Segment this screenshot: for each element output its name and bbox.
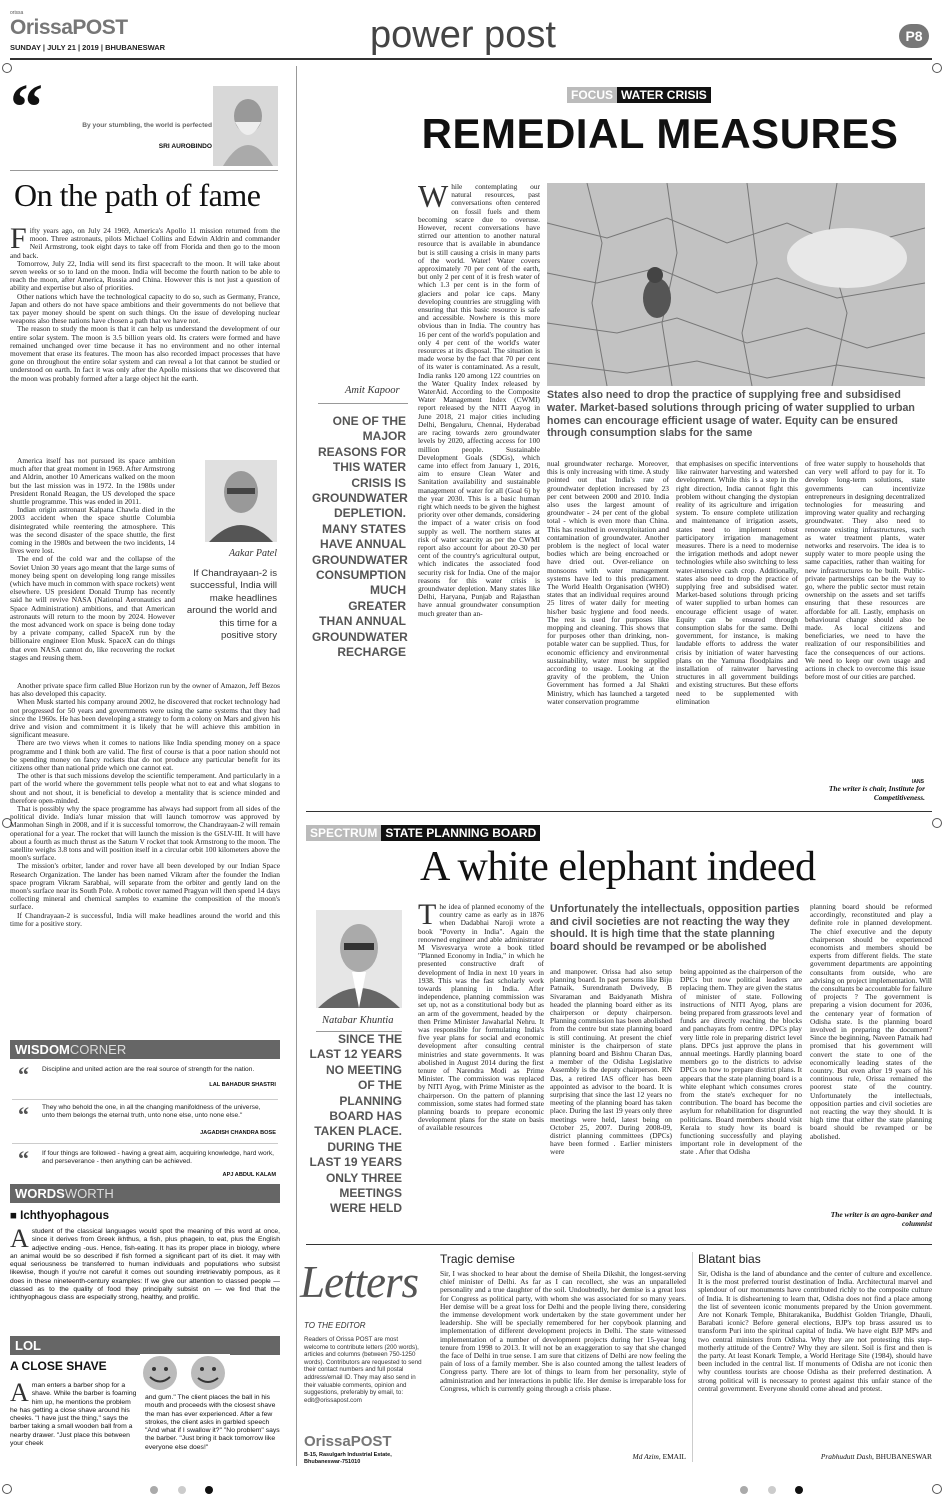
elephant-writer-credit: The writer is an agro-banker and columnist (830, 1210, 932, 1228)
fame-article-mid (10, 457, 175, 682)
fame-pullquote: If Chandrayaan-2 is successful, India will make headlines around the world and this time for a positive story (186, 568, 277, 642)
remedial-pullquote: ONE OF THE MAJOR REASONS FOR THIS WATER CRISIS IS GROUNDWATER DEPLETION. MANY STATES HAVE ANNUAL GROUNDWATER CONSUMPTION MUCH GREATER THAN ANNUAL GROUNDWATER RECHARGE (312, 414, 408, 660)
focus-tag: FOCUS (567, 87, 617, 103)
letter2-title: Blatant bias (698, 1252, 761, 1266)
fame-para: The mission's orbiter, lander and rover have all been developed by our Indian Space Research Organization. The lander has been named Vikram after the founder the Indian space program Vikram Sarabhai, will separate from the orbiter and gently land on the moon's surface near its South Pole. A robotic rover named Pragyan will then spend 14 days collecting mineral and chemical samples to examine the composition of the moon's surface. (10, 861, 280, 912)
quote-author: SRI AUROBINDO (158, 143, 212, 150)
elephant-deck: Unfortunately the intellectuals, opposition parties and civil societies are not reacting the way they should. It is high time that the state planning board should be revamped or be abolished (550, 903, 800, 953)
registration-mark-icon (2, 1484, 12, 1494)
remedial-headline: REMEDIAL MEASURES (421, 110, 899, 157)
dry-land-photo (547, 183, 925, 386)
fame-para: Indian origin astronaut Kalpana Chawla died in the 2003 accident when the space shuttle Columbia disintegrated while reentering the atmosphere. This was the second disaster of the space shuttle, the first coming in the 1980s and between the two incidents, 14 lives were lost. (10, 505, 175, 556)
quote-mark-icon: “ (18, 1146, 29, 1171)
remedial-col3: that emphasises on specific interventions like rainwater harvesting and watershed development. While this is a step in the right direction, India cannot fight this problem without changing the dystopian reality of its agriculture and irrigation system. To ensure complete utilization and maintenance of irrigation assets, states need to implement robust participatory irrigation management measures. There is a need to modernise the irrigation methods and adopt newer technologies while also switching to less water-intensive cash crop. Additionally, states also need to drop the practice of supplying free and subsidised water. Market-based solutions through pricing of water supplied to urban homes can encourage efficient usage of water. Equity can be ensured through consumption slabs for the same. Delhi government, for instance, is making laudable efforts to address the water crisis by initiation of water harvesting plans on the Yamuna floodplains and installation of rainwater harvesting structures in all government buildings and existing structures. But these efforts need to be supplemented with elimination (676, 460, 798, 706)
registration-mark-icon (932, 63, 942, 73)
fame-para: Other nations which have the technological capacity to do so, such as Germany, France, Japan and others do not have space ambitions and their governments do not believe that tax payer money should be spent on such things. On the issue of developing nuclear weapons also these nations have chosen a path that we have not. (10, 291, 280, 326)
fame-para: There are two views when it comes to nations like India spending money on a space programme and I think both are valid. The first of course is that a poor nation should not be spending money on fancy rockets that do not produce any particular benefit for its citizens other than national pride which one cannot eat. (10, 738, 280, 773)
color-bar-dot (178, 1486, 186, 1494)
fame-para: That is possibly why the space programme has always had support from all sides of the political divide. India's lunar mission that will launch tomorrow was approved by Manmohan Singh in 2008, and if it is successful tomorrow, the Chandrayaan-2 will remain operational for a year. The rocket that will launch the mission is the GSLV-III. It will have about a fourth as much thrust as the Saturn V rocket that took Armstrong to the moon. The satellite weighs 3.8 tons and will position itself in a circular orbit 100 kilometers above the moon's surface. (10, 804, 280, 863)
registration-mark-icon (932, 1484, 942, 1494)
quote-text: By your stumbling, the world is perfected (82, 122, 212, 129)
lol-title: A CLOSE SHAVE (10, 1359, 107, 1373)
fame-para: America itself has not pursued its space ambition much after that great moment in 1969. After Armstrong and Aldrin, another 10 Americans walked on the moon but the last mission was in 1972. In the 1980s under President Ronald Reagan, the US developed the space shuttle programme. This was ended in 2011. (10, 457, 175, 507)
letters-info: Readers of Orissa POST are most welcome to contribute letters (200 words), articles and columns (between 750-1250 words). Contributors are requested to send their contact numbers and full postal address/email ID. They may also send in their valuable comments, opinion and suggestions, preferably by email, to: edit@orissapost.com (304, 1336, 422, 1404)
fame-para: The reason to study the moon is that it can help us understand the development of our entire solar system. The moon is 3.5 billion years old. Its craters were formed and have remained unchanged over time because it has no environment and no other internal movement that erase its features. The moon has also recorded impact processes that have gone on throughout the entire solar system and can reveal a lot that cannot be studied or understood on earth. In fact it was only after the Apollo missions that we discovered that the moon was probably formed after a large object hit the earth. (10, 324, 280, 383)
letters-address: B-15, Rasulgarh Industrial Estate, Bhubaneswar-751010 (304, 1452, 392, 1465)
remedial-col4: of free water supply to households that can very well afford to pay for it. To develop long-term solutions, state governments can incentivize entrepreneurs in designing decentralized technologies for measuring and improving water quality and recharging groundwater. They also need to renovate existing infrastructures, such as water treatment plants, water networks and reservoirs. The idea is to supply water to more people using the same capacities, rather than waiting for new infrastructures to be built. Public-private partnerships can be the way to go, where the public sector must retain ownership on the assets and set tariffs ensuring that these resources are affordable for all. Lastly, emphasis on behavioural change should also be made. As local citizens and beneficiaries, we need to have the realization of our responsibilities and face the consequences of our actions. We need to keep our own usage and actions in check to overcome this issue before most of our cities are parched. (805, 460, 925, 682)
letter2-text: Sir, Odisha is the land of abundance and the center of culture and excellence. It is the most preferred tourist destination of India. Architectural marvel and splendour of our monuments have contributed richly to the composite culture of India. It is disheartening to learn that, Odisha does not find a place among the list of seventeen iconic monuments prepared by the Union government. Are not Konark Temple, Bhitarakanika, Buddhist Golden Triangle, Dhauli, Barabati iconic? Before general elections, BJP's top brass assured us to transform Puri into the spiritual capital of India. We have eight BJP MPs and two central ministers from Odisha. Why they are not protesting this step-motherly attitude of the Centre? Why they are silent. Soil is first and then is the party. At least Konark Temple, a World Heritage Site (1984), should have been included in the central list. If monuments of Odisha are not iconic then why countless tourists are choose Odisha as their preferred destination. A strong political will is necessary to protest against this unfair stance of the central government. Everyone should come ahead and protest. (698, 1270, 932, 1393)
color-bar-dot (205, 1486, 213, 1494)
wisdom-item: “ Discipline and united action are the real source of strength for the nation. LAL BAHADUR SHASTRI (12, 1062, 278, 1100)
fame-para: The other is that such missions develop the scientific temperament. And particularly in a part of the world where the government tells people what not to eat and what slogans to shout and not shout, it is beneficial to develop a mentality that is science minded and therefore open-minded. (10, 771, 280, 805)
natabar-khuntia-photo (316, 910, 402, 1008)
letters-subheading: TO THE EDITOR (304, 1321, 366, 1330)
lol-text-a: A man enters a barber shop for a shave. While the barber is foaming him up, he mentions the problem he has getting a close shave around his cheeks. "I have just the thing," says the barber taking a small wooden ball from a nearby drawer. "Just place this between your cheek (10, 1382, 137, 1448)
fame-para: The end of the cold war and the collapse of the Soviet Union 30 years ago meant that the large sums of money being spent on developing long range missiles (which have much in common with space rockets) went elsewhere. US president Donald Trump has recently said he will revive NASA (National Aeronautics and Space Administration) ambitions, and that American astronauts will return to the moon by 2024. However the most advanced work on space is being done today by a private company, called SpaceX run by the billionaire engineer Elon Musk. SpaceX can do things that even NASA cannot do, like recovering the rocket stages and reusing them. (10, 554, 175, 662)
ians-credit: IANS (912, 779, 924, 785)
fame-para: Tomorrow, July 22, India will send its first spacecraft to the moon. It will take about seven weeks or so to land on the moon. India will become the fourth nation to be able to reach the moon, after America, Russia and China. However this is not just a question of ability and expertise but also of priorities. (10, 258, 280, 293)
quote-mark-icon: “ (18, 1062, 29, 1087)
masthead-rule (10, 58, 932, 60)
elephant-col3: being appointed as the chairperson of the DPCs but now political leaders are replacing them. They are given the status of minister of state. Following instructions of NITI Ayog, plans are being prepared from grassroots level and funds are directly reaching the blocks and panchayats from centre . DPCs play very little role in preparing district level plans. DPCs just approve the plans in annual meetings. Hardly planning board members go to the districts to advise DPCs on how to prepare district plans. It appears that the state planning board is a white elephant which consumes crores from the state's exchequer for no contribution. The board has become the asylum for rehabilitation for disgruntled politicians. Board members should visit Kerala to study how its board is functioning successfully and playing important role in development of the state . After that Odisha (680, 968, 802, 1157)
fame-para: ifty years ago, on July 24 1969, America's Apollo 11 mission returned from the moon. Three astronauts, pilots Michael Collins and Edwin Aldrin and commander Neil Armstrong, took eight days to take off from Florida and then go to the moon and back. (10, 227, 280, 260)
color-bar-dot (795, 1486, 803, 1494)
elephant-headline: A white elephant indeed (420, 844, 816, 890)
fame-para: If Chandrayaan-2 is successful, India will make headlines around the world and this time for a positive story. (10, 910, 280, 928)
remedial-tags (567, 86, 711, 104)
lol-header: LOL (10, 1336, 280, 1355)
letters-heading: Letters (300, 1257, 419, 1307)
word-of-day: ■ Ichthyophagous (10, 1210, 109, 1222)
quote-mark-icon: “ (18, 1102, 29, 1127)
fame-para: Another private space firm called Blue Horizon run by the owner of Amazon, Jeff Bezos has also developed this capacity. (10, 682, 280, 699)
word-definition: A student of the classical languages would spot the meaning of this word at once, since it derives from Greek ikhthus, a fish, plus phagein, to eat, plus the English adjective ending -ous. Hence, fish-eating. It has its proper place in biology, where an animal would be so described if fish formed a significant part of its diet. It may with equal seriousness be transferred to human individuals and populations who subsist likewise, though if you're not careful it comes out sounding irretrievably pompous, as it does in these nineteenth-century examples: If we give our attention to classed people — classed as to the quality of food they principally subsist on — we find that the ichthyophagous class are especially strong, healthy, and prolific. (10, 1228, 280, 1302)
brand-small: orissa (10, 10, 24, 16)
dateline: SUNDAY | JULY 21 | 2019 | BHUBANESWAR (10, 43, 166, 52)
elephant-col1: The idea of planned economy of the country came as early as in 1876 when Dadabhai Naroji wrote a book "Poverty in India". Again the renowned engineer and able administrator M Visvesvarya wrote a book titled "Planned Economy in India," in which he presented constructive draft of development of India in next 10 years in 1938. This was the fast scholarly work towards planning in India. After independence, planning commission was set up, not as a constitutional body but as an arm of the government, headed by the then Prime Minister Jawaharlal Nehru. It was responsible for formulating India's five year plans for social and economic development after consulting central ministries and state governments. It was abolished in August 2014 during the first tenure of Narendra Modi as Prime Minister. The commission was replaced by NITI Ayog, with Prime Minister as the chairperson. On the pattern of planning commission, some states had formed state planning boards to prepare economic development plans for the state on basis of available resources (418, 903, 544, 1133)
section-title: power post (370, 14, 556, 56)
quote-mark-icon: “ (10, 71, 43, 144)
lol-emoji-icon (140, 1354, 230, 1392)
registration-mark-icon (932, 818, 942, 828)
aakar-patel-photo (205, 460, 277, 542)
fame-byline: Aakar Patel (228, 548, 277, 559)
elephant-pullquote: SINCE THE LAST 12 YEARS NO MEETING OF THE PLANNING BOARD HAS TAKEN PLACE. DURING THE LAST 19 YEARS ONLY THREE MEETINGS WERE HELD (309, 1032, 402, 1216)
elephant-tags (306, 824, 540, 842)
fame-para: When Musk started his company around 2002, he discovered that rocket technology had not progressed for 50 years and governments were using the same systems that they had since the 1960s. He has been developing a strategy to form a colony on Mars and given his drive and vision and commitment it is likely that he will achieve this ambition in significant measure. (10, 697, 280, 740)
topic-tag: STATE PLANNING BOARD (381, 825, 540, 841)
remedial-col1: While contemplating our natural resources, past conversations often centered on fossil fuels and them becoming scarce due to overuse. However, recent conversations have stirred our attention to another natural resource that is available in abundance but is still causing a crisis in many parts of the world. Water! Water covers approximately 70 per cent of the earth, but only 2 per cent of it is fresh water of which 1.3 per cent is in the form of glaciers and polar ice caps. Many developing countries are struggling with ensuring that this basic resource is safe and accessible. Nowhere is this more obvious than in India. The country has 16 per cent of the world's population and only 4 per cent of the world's water resources at its disposal. The situation is made worse by the fact that 70 per cent of its water is contaminated. As a result, India ranks 120 among 122 countries on the Water Quality Index released by WaterAid. According to the Composite Water Management Index (CWMI) report released by the NITI Aayog in June 2018, 21 major cities including Delhi, Bengaluru, Chennai, Hyderabad are racing towards zero groundwater levels by 2020, affecting access for 100 million people. Sustainable Development Goals (SDGs), which came into effect from January 1, 2016, aim to ensure Clean Water and Sanitation availability and sustainable management of water for all (Goal 6) by the year 2030. This is a basic human right which needs to be given the highest priority over other demands, considering the impact of a water crisis on food supply as well. The northern states at risk of water scarcity as per the CWMI report also account for about 20-30 per cent of the country's agricultural output, which indicates the associated food security risk for India. One of the major reasons for this water crisis is groundwater depletion. Many states like Delhi, Haryana, Punjab and Rajasthan have annual groundwater consumption much greater than an- (418, 183, 540, 618)
spectrum-tag: SPECTRUM (306, 825, 381, 841)
remedial-photo-caption: States also need to drop the practice of supplying free and subsidised water. Market-based solutions through pricing of water supplied to urban homes can encourage efficient usage of water. Equity can be ensured through consumption slabs for the same (547, 389, 915, 440)
letter1-title: Tragic demise (440, 1252, 515, 1266)
page-number-badge: P8 (899, 24, 929, 48)
fame-article-bottom (10, 682, 280, 1028)
words-worth-header: WORDSWORTH (10, 1184, 280, 1203)
aurobindo-portrait (213, 86, 278, 166)
fame-article-top: Fifty years ago, on July 24 1969, America's Apollo 11 mission returned from the moon. Three astronauts, pilots Michael Collins and Edwin Aldrin and commander Neil Armstrong, took eight days to take off from Florida and then go to the moon and back. Tomorrow, July 22, India will send its first spacecraft to the moon. It will take about seven weeks or so to land on the moon. India will become the fourth nation to be able to reach the moon, after America, Russia and China. However this is not just a question of ability and expertise but also of priorities. Other nations which have the technological capacity to do so, such as Germany, France, Japan and others do not have space ambitions and their governments do not believe that tax payer money should be spent on such things. On the issue of developing nuclear weapons also these nations have chosen a path that we have not. The reason to study the moon is that it can help us understand the development of our entire solar system. The moon is 3.5 billion years old. Its craters were formed and have remained unchanged over time because it has no environment and no other internal movement that erase its features. The moon has also recorded impact processes that have gone on throughout the entire solar system and can reveal a lot that cannot be studied or understood on earth. In fact it was only after the Apollo missions that we discovered that the moon was probably formed after a large object hit the earth. (10, 227, 280, 383)
color-bar-dot (768, 1486, 776, 1494)
elephant-col4: planning board should be reformed accordingly, reconstituted and play a definite role in planned development. The chief executive and the deputy chairperson should be experienced economists and members should be experts from different fields. The state government departments are appointing consultants from outside, who are advising on project implementation. Will the consultants be accountable for failure of projects ? The government is preparing a vision document for 2036, the centenary year of formation of Odisha state. Is the planning board involved in preparing the document? Since the beginning, Naveen Patnaik had promised that his government will convert the state to one of the economically leading states of the country. But even after 19 years of his continuous rule, Orissa remained the poorest state of the country. Unfortunately the intellectuals, opposition parties and civil societies are not reacting the way they should. It is high time that either the state planning board should be revamped or be abolished. (810, 903, 932, 1141)
remedial-byline: Amit Kapoor (345, 385, 400, 396)
color-bar-dot (740, 1486, 748, 1494)
fame-headline: On the path of fame (14, 177, 261, 213)
letter1-text: Sir, I was shocked to hear about the demise of Sheila Dikshit, the longest-serving chief minister of Delhi. As far as I can recollect, she was an unparalleled personality and a true daughter of the soil. Undoubtedly, her demise is a great loss for Congress as political party, with whom she was associated for so many years. Her demise will be a great loss for Delhi and the people living there, considering the immense development work undertaken by the state government under her leadership. She will be specially remembered for her copybook planning and implementation of different development projects in Delhi. The state witnessed implementation of a number of development projects during her 15-year long tenure from 1998 to 2013. It will not be an exaggeration to say that she changed the face of Delhi in true sense. I am sure that citizens of Delhi are now feeling the pain of loss of a family member. She is also counted among the tallest leaders of Congress party. There are lot of things to learn from her personality, style of administration and her interactions in public life. Her demise is irreparable loss for Congress, which is currently going through a crisis phase. (440, 1270, 686, 1393)
remedial-col2: nual groundwater recharge. Moreover, this is only increasing with time. A study pointed out that India's rate of groundwater depletion increased by 23 per cent between 2000 and 2010. India also uses the largest amount of groundwater - 24 per cent of the global total - which is even more than China. This has resulted in overexploitation and contamination of groundwater. Another problem is the neglect of local water bodies which are being encroached or have dried out. Over-reliance on monsoons with water management systems have led to this predicament. The World Health Organisation (WHO) states that an individual requires around 25 litres of water daily for meeting his/her basic hygiene and food needs. The rest is used for purposes like mopping and cleaning. This shows that for purposes other than drinking, non-potable water can be supplied. Thus, for economic efficiency and environmental sustainability, water must be supplied according to usage. Looking at the gravity of the problem, the Union Government has formed a Jal Shakti Ministry, which has launched a targeted water conservation programme (547, 460, 669, 706)
remedial-writer-credit: The writer is chair, Institute for Competitiveness. (828, 784, 925, 802)
wisdom-list (12, 1062, 278, 1184)
elephant-col2: and manpower. Orissa had also setup planning board. In past persons like Biju Patnaik, Surendranath Dwivedy, B Sivaraman and Baidyanath Mishra headed the planning board either as its chairperson or deputy chairperson. Planning commission has been abolished from the centre but state planning board is still continuing. At present the chief minister is the chairperson of state planning board and Bishnu Charan Das, a member of the Odisha Legislative Assembly is the deputy chairperson. RN Das, a retired IAS officer has been appointed as advisor to the board. It is surprising that since the last 12 years no meeting of the planning board has taken place. During the last 19 years only three meetings were held, latest being on October 25, 2007. During 2008-09, district planning committees (DPCs) have been formed . Earlier ministers were (550, 968, 672, 1157)
wisdom-item: “ They who behold the one, in all the changing manifoldness of the universe, unto them belongs the eternal truth, unto none else, unto none else." JAGADISH CHANDRA BOSE (12, 1100, 278, 1144)
letter1-signature: Md Azim, EMAIL (632, 1452, 686, 1461)
lol-text-b: and gum." The client places the ball in his mouth and proceeds with the closest shave the man has ever experienced. After a few strokes, the client asks in garbled speech "And what if I swallow it?" "No problem" says the barber. "Just bring it back tomorrow like everyone else does!" (145, 1394, 280, 1451)
wisdom-item: “ If four things are followed - having a great aim, acquiring knowledge, hard work, and perseverance - then anything can be achieved. APJ ABDUL KALAM (18, 1146, 276, 1178)
color-bar-dot (150, 1486, 158, 1494)
elephant-byline: Natabar Khuntia (322, 1015, 394, 1026)
letter2-signature: Prabhudutt Dash, BHUBANESWAR (820, 1452, 932, 1461)
letters-brand-logo: OrissaPOST (304, 1433, 392, 1450)
topic-tag: WATER CRISIS (617, 87, 711, 103)
brand-logo: OrissaPOST (10, 16, 128, 39)
wisdom-corner-header: WISDOMCORNER (10, 1040, 280, 1059)
